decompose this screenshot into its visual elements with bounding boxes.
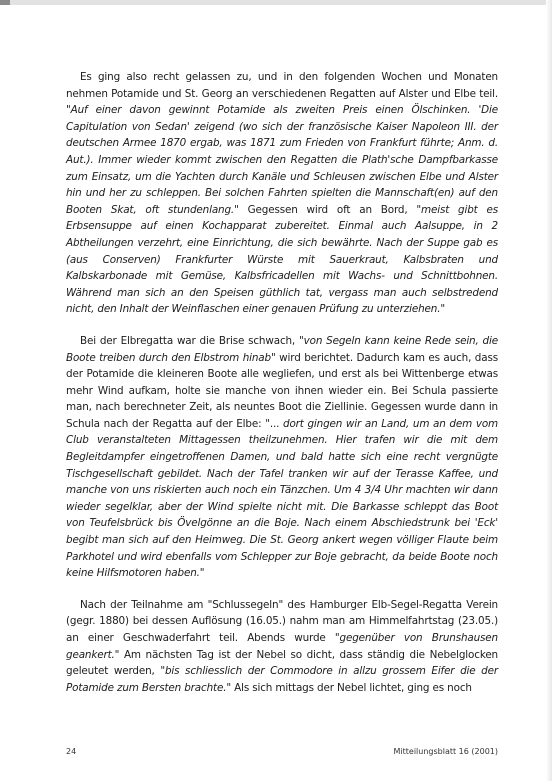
text-run: " Am nächsten Tag ist der Nebel so dicht, dass ständig die Nebelglocken geleutet werden, " [66, 648, 498, 678]
page-top-edge [0, 0, 552, 5]
page-corner-mark [0, 0, 10, 5]
paragraph [66, 333, 498, 582]
text-run: " wird berichtet. Dadurch kam es auch, dass der Potamide die kleineren Boote alle wegliefen, und erst als bei Wittenberge etwas mehr Wind aufkam, holte sie manche von ihnen wieder ein. Bei Schula passierte man, nach berechneter Zeit, als neuntes Boot die Ziellinie. Gegessen wurde dann in Schula nach der Regatta auf der Elbe: "... [66, 351, 498, 430]
quoted-text: von Segeln kann keine Rede sein, die Boote treiben durch den Elbstrom hinab [66, 334, 498, 364]
quoted-text: meist gibt es Erbsensuppe auf einen Kochapparat zubereitet. Einmal auch Aalsuppe, in 2 Abtheilungen verzehrt, eine Einrichtung, die sich bewährte. Nach der Suppe gab es (aus Conserven) Frankfurter Würste mit Sauerkraut, Kalbsbraten und Kalbskarbonade mit Gemüse, Kalbsfricadellen mit Wachs- und Schnittbohnen. Während man sich an den Speisen güthlich tat, vergass man auch selbstredend nicht, den Inhalt der Weinflaschen einer genauen Prüfung zu unterziehen." [66, 203, 499, 316]
publication-name: Mitteilungsblatt 16 (2001) [393, 747, 498, 756]
quoted-text: bis schliesslich der Commodore in allzu grossem Eifer die der Potamide zum Bersten brachte. [66, 665, 498, 694]
paragraph [66, 597, 498, 697]
text-run: " [199, 567, 205, 580]
quoted-text: dort gingen wir an Land, um an dem vom Club veranstalteten Mittagessen theilzunehmen. Hier trafen wir die mit dem Begleitdampfer eingetroffenen Damen, und bald hatte sich eine recht vergnügte Tischgesellschaft gebildet. Nach der Tafel tranken wir auf der Terasse Kaffee, und manche von uns riskierten auch noch ein Tänzchen. Um 4 3/4 Uhr machten wir dann wieder segelklar, aber der Wind spielte nicht mit. Die Barkasse schleppt das Boot von Teufelsbrück bis Övelgönne an die Boje. Nach einem Abschiedstrunk bei 'Eck' begibt man sich auf den Heimweg. Die St. Georg ankert wegen völliger Flaute beim Parkhotel und wird ebenfalls vom Schlepper zur Boje gebracht, da beide Boote noch keine Hilfsmotoren haben. [66, 417, 498, 580]
body-text [66, 69, 498, 711]
quoted-text: gegenüber von Brunshausen geankert. [66, 632, 498, 661]
page-number: 24 [66, 747, 77, 756]
text-run: Bei der Elbregatta war die Brise schwach, " [80, 334, 304, 347]
quoted-text: "Auf einer davon gewinnt Potamide als zweiten Preis einen Ölschinken. 'Die Capitulation von Sedan' zeigend (wo sich der französische Kaiser Napoleon III. der deutschen Armee 1870 ergab, was 1871 zum Frieden von Frankfurt führte; Anm. d. Aut.). Immer wieder kommt zwischen den Regatten die Plath'sche Dampfbarkasse zum Einsatz, um die Yachten durch Kanäle und Schleusen zwischen Elbe und Alster hin und her zu schleppen. Bei solchen Fahrten spielten die Mannschaft(en) auf den Booten Skat, oft stundenlang." [66, 104, 498, 216]
paragraph [66, 69, 498, 318]
text-run: Gegessen wird oft an Bord, " [238, 203, 422, 216]
text-run: Es ging also recht gelassen zu, und in den folgenden Wochen und Monaten nehmen Potamide und St. Georg an verschiedenen Regatten auf Alster und Elbe teil. [66, 71, 498, 100]
page-right-edge [546, 0, 552, 781]
text-run: " Als sich mittags der Nebel lichtet, ging es noch [226, 681, 472, 694]
text-run: Nach der Teilnahme am "Schlussegeln" des Hamburger Elb-Segel-Regatta Verein (gegr. 1880) bei dessen Auflösung (16.05.) nahm man am Himmelfahrtstag (23.05.) an einer Geschwaderfahrt teil. Abends wurde " [66, 598, 498, 644]
